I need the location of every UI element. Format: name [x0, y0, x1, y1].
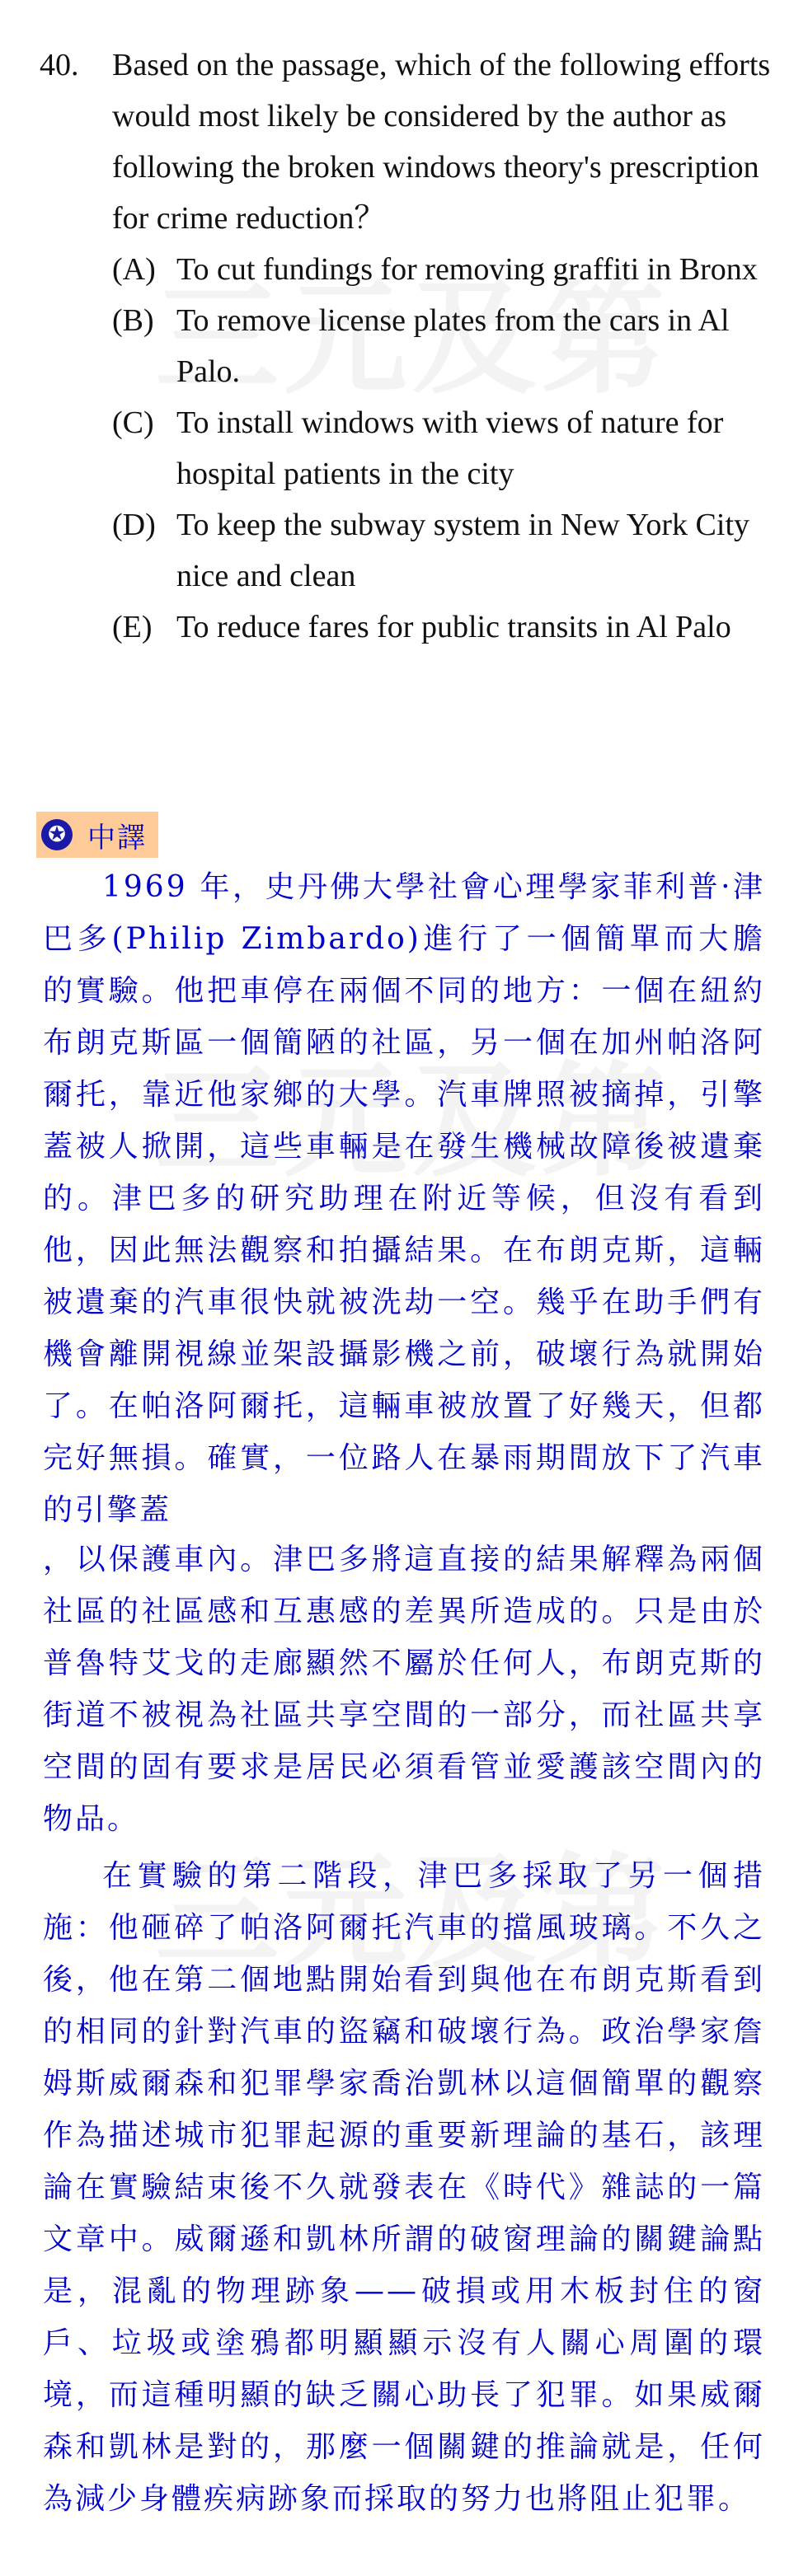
option-text: To cut fundings for removing graffiti in Bronx — [176, 252, 758, 287]
option-label: (A) — [112, 252, 156, 287]
option-a — [112, 244, 782, 295]
paragraph-text: 在實驗的第二階段，津巴多採取了另一個措施：他砸碎了帕洛阿爾托汽車的擋風玻璃。不久之後，他在第二個地點開始看到與他在布朗克斯看到的相同的針對汽車的盜竊和破壞行為。政治學家詹姆斯威爾森和犯罪學家喬治凱林以這個簡單的觀察作為描述城市犯罪起源的重要新理論的基石，該理論在實驗結束後不久就發表在《時代》雜誌的一篇文章中。威爾遜和凱林所謂的破窗理論的關鍵論點是，混亂的物理跡象——破損或用木板封住的窗戶、垃圾或塗鴉都明顯顯示沒有人關心周圍的環境，而這種明顯的缺乏關心助長了犯罪。如果威爾森和凱林是對的，那麼一個關鍵的推論就是，任何為減少身體疾病跡象而採取的努力也將阻止犯罪。 — [43, 1859, 765, 2516]
option-text: To keep the subway system in New York City nice and clean — [176, 508, 750, 593]
option-d — [112, 499, 782, 602]
answer-options — [112, 244, 782, 653]
option-text: To install windows with views of nature for hospital patients in the city — [176, 405, 724, 491]
option-label: (E) — [112, 610, 153, 644]
option-b — [112, 295, 782, 397]
question-stem: Based on the passage, which of the following efforts would most likely be considered by the author as following the broken windows theory's prescription for crime reduction？ — [112, 48, 771, 236]
option-e — [112, 602, 782, 653]
translation-paragraph-3 — [43, 1850, 765, 2525]
translation-header-label: 中譯 — [87, 821, 147, 855]
option-label: (C) — [112, 405, 154, 440]
translation-paragraph-2 — [43, 1534, 765, 1845]
star-circle-icon: ✪ — [41, 819, 73, 850]
translation-header — [36, 812, 158, 858]
translation-paragraph-1 — [43, 861, 765, 1536]
option-text: To reduce fares for public transits in Al Palo — [176, 610, 731, 644]
option-label: (B) — [112, 303, 154, 338]
option-label: (D) — [112, 508, 156, 542]
question-block — [40, 40, 782, 653]
paragraph-text: 1969 年，史丹佛大學社會心理學家菲利普·津巴多(Philip Zimbardo)進行了一個簡單而大膽的實驗。他把車停在兩個不同的地方：一個在紐約布朗克斯區一個簡陋的社區，另一個在加州帕洛阿爾托，靠近他家鄉的大學。汽車牌照被摘掉，引擎蓋被人掀開，這些車輛是在發生機械故障後被遺棄的。津巴多的研究助理在附近等候，但沒有看到他，因此無法觀察和拍攝結果。在布朗克斯，這輛被遺棄的汽車很快就被洗劫一空。幾乎在助手們有機會離開視線並架設攝影機之前，破壞行為就開始了。在帕洛阿爾托，這輛車被放置了好幾天，但都完好無損。確實，一位路人在暴雨期間放下了汽車的引擎蓋 — [43, 870, 765, 1527]
option-text: To remove license plates from the cars in Al Palo. — [176, 303, 730, 389]
question-stem-row — [40, 40, 782, 244]
paragraph-text: ，以保護車內。津巴多將這直接的結果解釋為兩個社區的社區感和互惠感的差異所造成的。只是由於普魯特艾戈的走廊顯然不屬於任何人，布朗克斯的街道不被視為社區共享空間的一部分，而社區共享空間的固有要求是居民必須看管並愛護該空間內的物品。 — [43, 1543, 765, 1836]
option-c — [112, 397, 782, 499]
question-number: 40. — [40, 48, 79, 82]
